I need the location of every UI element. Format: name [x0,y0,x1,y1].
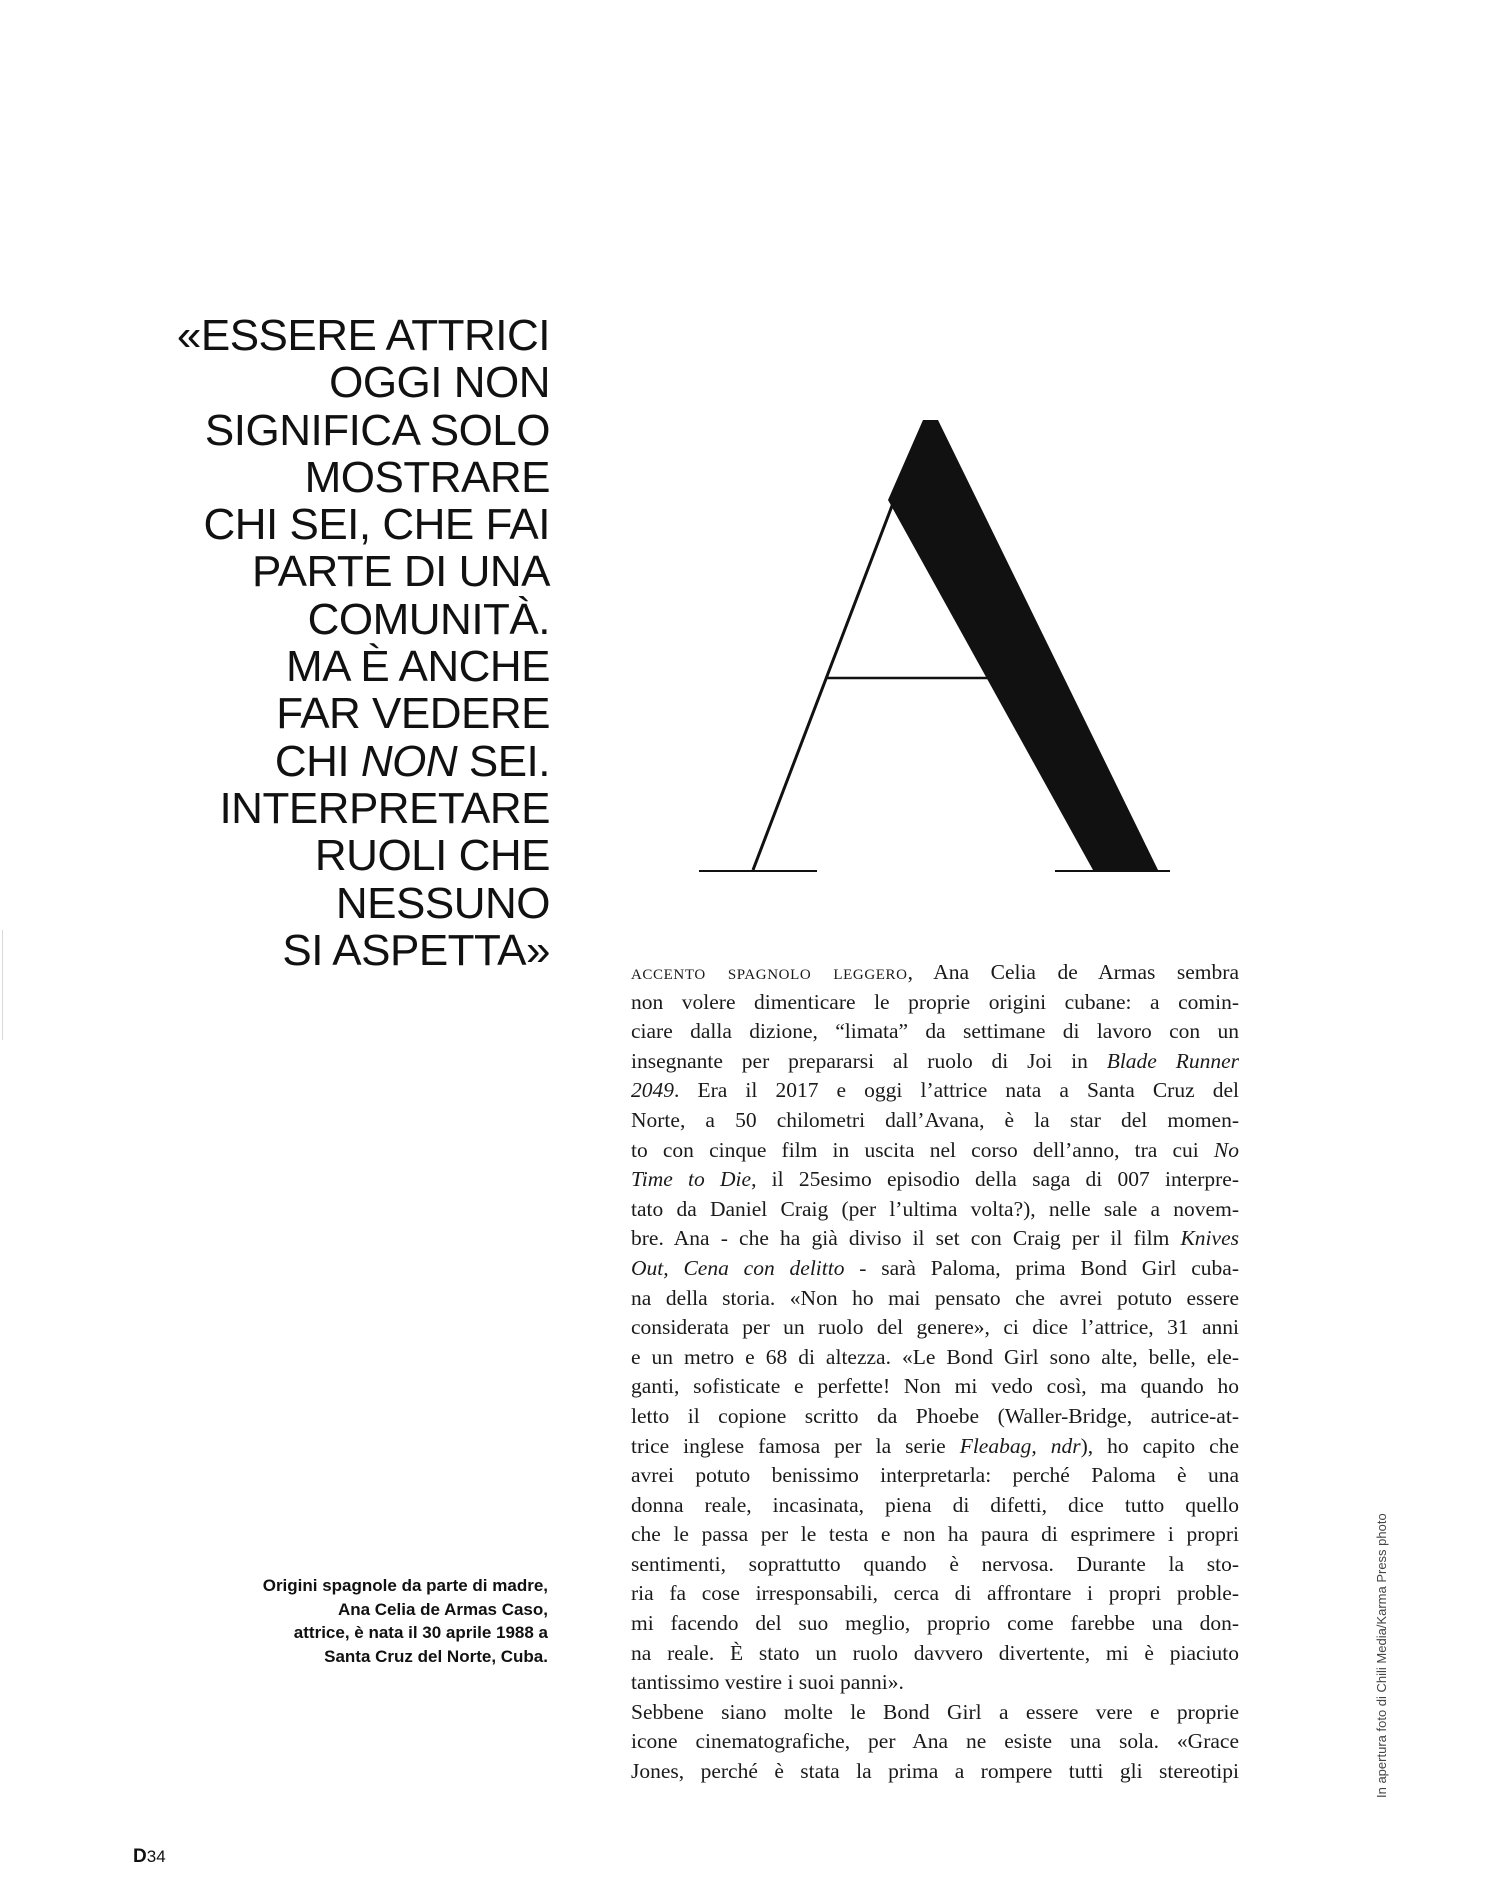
lead-in-smallcaps: accento spagnolo leggero [631,960,908,984]
pull-quote-line: MOSTRARE [304,452,550,502]
photo-caption [200,1574,548,1668]
pull-quote-line: COMUNITÀ. [307,594,550,644]
body-line: ganti, sofisticate e perfette! Non mi vedo così, ma quando ho [631,1374,1239,1399]
body-fragment: , il 25esimo episodio della saga di 007 interpre- [751,1167,1239,1192]
body-line: donna reale, incasinata, piena di difetti, dice tutto quello [631,1492,1239,1517]
body-line: non volere dimenticare le proprie origini cubane: a comin- [631,989,1239,1014]
body-line: e un metro e 68 di altezza. «Le Bond Girl sono alte, belle, ele- [631,1344,1239,1369]
drop-cap-thin-stroke [753,422,924,870]
body-line [631,1076,1239,1106]
caption-line: attrice, è nata il 30 aprile 1988 a [293,1623,548,1642]
body-line: ciare dalla dizione, “limata” da settimane di lavoro con un [631,1019,1239,1044]
body-line [631,1432,1239,1462]
pull-quote-line: INTERPRETARE [219,783,550,833]
pull-quote-fragment: CHI [274,736,361,786]
body-fragment: insegnante per prepararsi al ruolo di Joi in [631,1048,1107,1073]
drop-cap [695,418,1175,880]
pull-quote-line: NESSUNO [335,878,550,928]
body-line: Sebbene siano molte le Bond Girl a essere vere e proprie [631,1699,1239,1724]
pull-quote-line: OGGI NON [329,358,550,408]
body-line [631,1224,1239,1254]
page-number: 34 [146,1847,166,1866]
film-title: Time to Die [631,1167,752,1192]
body-line: tantissimo vestire i suoi panni». [631,1670,904,1695]
body-line: Norte, a 50 chilometri dall’Avana, è la star del momen- [631,1107,1239,1132]
pull-quote-line: SI ASPETTA» [282,925,550,975]
body-fragment: to con cinque film in uscita nel corso dell’anno, tra cui [631,1137,1214,1162]
series-title: Fleabag, ndr [959,1433,1081,1458]
body-line: che le passa per le testa e non ha paura di esprimere i propri [631,1522,1239,1547]
article-body [631,958,1239,1787]
film-title: 2049 [631,1078,674,1103]
body-line: tato da Daniel Craig (per l’ultima volta?), nelle sale a novem- [631,1196,1239,1221]
body-fragment: , Ana Celia de Armas sembra [907,960,1239,984]
body-fragment: . Era il 2017 e oggi l’attrice nata a Santa Cruz del [674,1078,1239,1103]
body-fragment: ), ho capito che [1080,1433,1239,1458]
magazine-mark: D [133,1846,147,1867]
caption-line: Origini spagnole da parte di madre, [262,1576,548,1595]
drop-cap-thick-stroke [888,420,1158,870]
pull-quote-line: CHI SEI, CHE FAI [203,500,550,550]
body-line: sentimenti, soprattutto quando è nervosa. Durante la sto- [631,1551,1239,1576]
pull-quote-emphasis: NON [360,736,458,786]
body-line [631,1254,1239,1284]
film-title: Blade Runner [1106,1048,1239,1073]
body-line: na reale. È stato un ruolo davvero divertente, mi è piaciuto [631,1640,1239,1665]
pull-quote-line: FAR VEDERE [276,689,550,739]
body-line [631,1047,1239,1077]
caption-line: Santa Cruz del Norte, Cuba. [324,1646,548,1666]
body-line: considerata per un ruolo del genere», ci dice l’attrice, 31 anni [631,1315,1239,1340]
body-line: Jones, perché è stata la prima a rompere tutti gli stereotipi [631,1759,1239,1784]
body-line [631,958,1239,988]
pull-quote-line [150,738,550,785]
caption-line: Ana Celia de Armas Caso, [337,1599,548,1619]
body-line: letto il copione scritto da Phoebe (Waller-Bridge, autrice-at- [631,1403,1239,1428]
pull-quote-line: RUOLI CHE [314,831,550,881]
pull-quote-fragment: SEI. [457,736,550,786]
page-folio [133,1846,166,1868]
body-fragment: trice inglese famosa per la serie [631,1433,960,1458]
pull-quote-line: «ESSERE ATTRICI [176,311,550,360]
film-title: Out, Cena con delitto [631,1255,845,1280]
body-line: icone cinematografiche, per Ana ne esiste una sola. «Grace [631,1729,1239,1754]
pull-quote-line: PARTE DI UNA [252,547,550,597]
body-fragment: - sarà Paloma, prima Bond Girl cuba- [844,1255,1239,1280]
pull-quote-line: MA È ANCHE [286,642,550,692]
body-line [631,1165,1239,1195]
body-line: avrei potuto benissimo interpretarla: perché Paloma è una [631,1463,1239,1488]
film-title: No [1213,1137,1239,1162]
page-edge-mark [2,930,3,1040]
body-line [631,1136,1239,1166]
body-line: ria fa cose irresponsabili, cerca di affrontare i propri proble- [631,1581,1239,1606]
film-title: Knives [1180,1226,1239,1251]
body-line: na della storia. «Non ho mai pensato che avrei potuto essere [631,1285,1239,1310]
pull-quote-line: SIGNIFICA SOLO [204,405,550,455]
body-line: mi facendo del suo meglio, proprio come farebbe una don- [631,1611,1239,1636]
pull-quote [150,312,550,974]
body-fragment: bre. Ana - che ha già diviso il set con Craig per il film [631,1226,1181,1251]
photo-credit: In apertura foto di Chili Media/Karma Press photo [1374,1513,1389,1798]
